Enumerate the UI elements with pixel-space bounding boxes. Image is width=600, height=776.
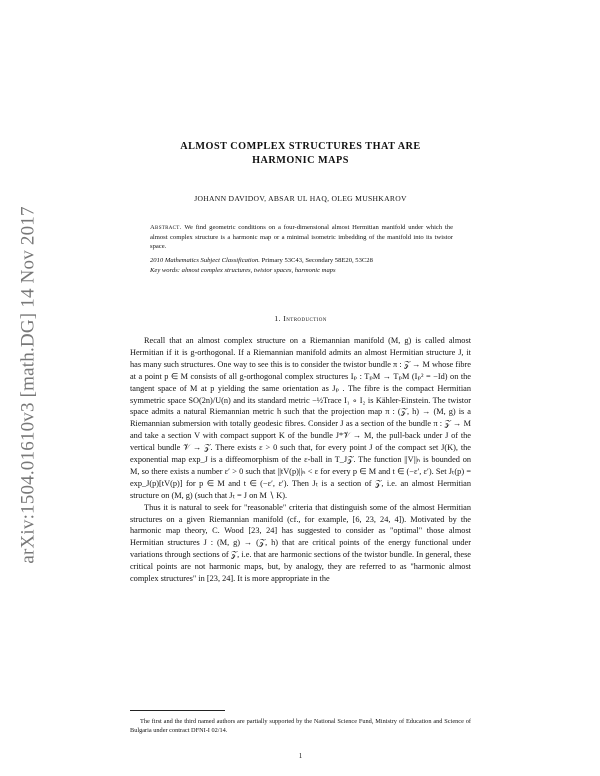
footnote-rule [130,710,225,711]
abstract-label: Abstract. [150,224,182,231]
arxiv-sidebar [16,150,42,620]
abstract-block [150,223,453,276]
body-text [130,335,471,585]
arxiv-identifier: arXiv:1504.01610v3 [math.DG] 14 Nov 2017 [18,206,40,564]
keywords-text: almost complex structures, twistor spaces, harmonic maps [181,267,336,275]
section-heading-introduction: 1. Introduction [274,313,327,323]
footnote [130,718,471,736]
page-number: 1 [298,752,303,760]
paper-title: ALMOST COMPLEX STRUCTURES THAT ARE HARMONIC MAPS [180,141,421,166]
keywords-line [150,266,453,276]
msc-text: Primary 53C43, Secondary 58E20, 53C28 [261,256,373,264]
abstract-paragraph [150,223,453,252]
abstract-text: We find geometric conditions on a four-dimensional almost Hermitian manifold under which the almost complex structure is a harmonic map or a minimal isometric imbedding of the manifold into its twistor space. [150,224,454,251]
paper-authors: JOHANN DAVIDOV, ABSAR UL HAQ, OLEG MUSHKAROV [194,194,407,203]
msc-line [150,256,453,266]
main-content [130,140,471,585]
footnote-text: The first and the third named authors are partially supported by the National Science Fund, Ministry of Education and Science of Bulgaria under contract DFNI-I 02/14. [130,718,471,734]
paragraph-2: Thus it is natural to seek for "reasonable" criteria that distinguish some of the almost Hermitian structures on a given Riemannian manifold (cf., for example, [6, 23, 24, 4]). Motivated by the harmonic map theory, C. Wood [23, 24] has suggested to consider as "optimal" those almost Hermitian structures J : (M, g) → (𝒵, h) that are critical points of the energy functional under variations through sections of 𝒵, i.e. that are harmonic sections of the twistor bundle. In general, these critical points are not harmonic maps, but, by analogy, they are referred to as "harmonic almost complex structures" in [23, 24]. It is more appropriate in the [130,502,471,584]
msc-label: 2010 Mathematics Subject Classification. [150,256,260,264]
paragraph-1: Recall that an almost complex structure on a Riemannian manifold (M, g) is called almost Hermitian if it is g-orthogonal. If a Riemannian manifold admits an almost Hermitian structure J, it has many such structures. One way to see this is to consider the twistor bundle π : 𝒵 → M whose fibre at a point p ∈ M consists of all g-orthogonal complex structures Iₚ : TₚM → TₚM (Iₚ² = −Id) on the tangent space of M at p yielding the same orientation as Jₚ . The fibre is the compact Hermitian symmetric space SO(2n)/U(n) and its standard metric −½Trace I₁ ∘ I₂ is Kähler-Einstein. The twistor space admits a natural Riemannian metric h such that the projection map π : (𝒵, h) → (M, g) is a Riemannian submersion with totally geodesic fibres. Consider J as a section of the bundle π : 𝒵 → M and take a section V with compact support K of the bundle J*𝒱 → M, the pull-back under J of the vertical bundle 𝒱 → 𝒵. There exists ε > 0 such that, for every point J of the compact set J(K), the exponential map exp_J is a diffeomorphism of the ε-ball in T_J𝒵. The function ||V||ₕ is bounded on M, so there exists a number ε′ > 0 such that ||tV(p)||ₕ < ε for every p ∈ M and t ∈ (−ε′, ε′). Set Jₜ(p) = exp_J(p)[tV(p)] for p ∈ M and t ∈ (−ε′, ε′). Then Jₜ is a section of 𝒵, i.e. an almost Hermitian structure on (M, g) (such that Jₜ = J on M ∖ K). [130,335,471,500]
keywords-label: Key words: [150,267,180,275]
